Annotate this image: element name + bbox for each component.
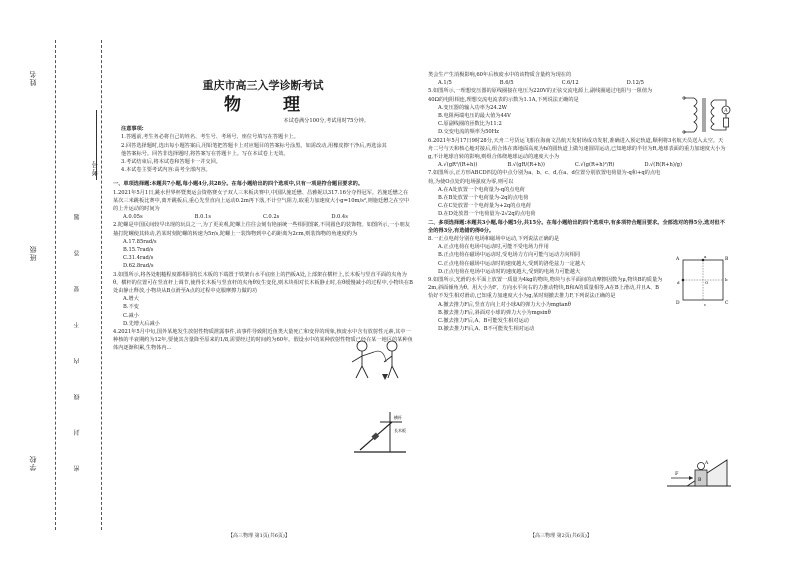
- q7-option-a: A.在A处放置一个电荷量为-q的点电荷: [438, 186, 525, 193]
- q7-figure-square: [673, 254, 733, 308]
- q3-option-d: D.先增大后减小: [123, 320, 160, 327]
- q7-option-c: C.在C处放置一个电荷量为+2q的点电荷: [438, 203, 531, 210]
- q8-option-d: D.正点电荷在电场中运动时的速度越大,受到的电场力可能越大: [438, 268, 581, 275]
- seal-dashed-line: [55, 40, 56, 530]
- q7-point-b: b: [725, 277, 728, 282]
- q4-option-c: C.6/12: [561, 80, 579, 87]
- q8-option-a: A.正点电荷在电场中运动时,可能不受电场力作用: [438, 244, 549, 251]
- q9-option-c: C.撤去推力F后,A、B可能发生相对运动: [438, 318, 529, 325]
- q2-stem: 2.陀螺是中国民间较早出现的玩具之一,为了更美观,陀螺上往往会刻有艳丽统一些相同图案,不同圆色的装饰物。如图所示,一小朋友抽打陀螺使其转动,若某时刻陀螺的转速为5r/s,陀螺上一装饰物到中心的距离为2cm,则装饰物的角速度约为: [113, 222, 410, 237]
- notice-item: 1.答题前,考生务必将自己的姓名、考生号、考场号、座位号填写在答题卡上。: [121, 134, 299, 141]
- binding-gutter: [0, 0, 112, 562]
- q4-option-d: D.12/5: [626, 80, 644, 87]
- q3-option-a: A.增大: [123, 296, 139, 303]
- q3-option-c: C.减小: [123, 312, 139, 319]
- q6-option-d: D.√(R(R+h)/g): [644, 162, 682, 169]
- q2-option-b: B.15.7rad/s: [123, 247, 154, 254]
- q1-option-b: B.0.1s: [194, 214, 211, 221]
- school-label: 学校: [29, 455, 37, 471]
- q7-point-d: d: [677, 280, 680, 285]
- q3-option-b: B.不变: [123, 304, 139, 311]
- q5-ammeter-label: A: [724, 108, 728, 114]
- notice-title: 注意事项:: [121, 126, 144, 133]
- q6-option-a: A.√(gR²/(R+h)): [438, 162, 478, 169]
- q5-option-d: D.交变电流的频率为50Hz: [438, 129, 499, 136]
- q4-stem: 4.2021年5月中旬,国外某地发生放射性物质泄露事件,该事件导致附近鱼类大量死亡和变异的现象,核废水中含有放射性元素,其中一种核的半衰期约为12年,要使其含量降至原来的1/8,需要经过的时间约为60年。假设水中的某种放射性物质已经在某一地区的某种鱼体内逐渐积累,生物体内...: [113, 329, 413, 352]
- q1-option-c: C.0.2s: [262, 214, 280, 221]
- footer-left: 【高三物理 第1页(共6页)】: [228, 533, 290, 539]
- q7-stem: 7.如图所示,正方形ABCD四边的中点分别为a、b、c、d,在a、d位置分别放置电荷量为-q和+q的点电荷,为使O点处的电场强度为零,则可以: [428, 170, 661, 185]
- q4-cont-line: 类会生产生消极影响,60年后核废水中的该物质含量约为现在的: [428, 72, 572, 78]
- q8-option-b: B.正点电荷在磁场中运动时,受电场力方向可能与运动方向相同: [438, 252, 580, 259]
- q2-option-d: D.62.8rad/s: [123, 263, 154, 270]
- q3-board-label: 长木板: [394, 428, 406, 433]
- q1-option-a: A.0.05s: [123, 214, 143, 221]
- notice-item: 4.本试卷主要考试内容:高考全部内容。: [121, 167, 211, 174]
- q3-rod-label: 横杆: [394, 415, 402, 420]
- q6-option-b: B.√(gR/(R+h)): [507, 162, 545, 169]
- exam-no-label: 考号: [91, 160, 99, 176]
- q5-option-b: B.电阻两端电压的最大值为44V: [438, 113, 511, 120]
- q2-figure-spinning-top: [340, 338, 410, 384]
- q9-label-A: A: [705, 461, 709, 466]
- q4-option-b: B.6/5: [499, 80, 514, 87]
- section2-heading: 二、多项选择题:本题共3小题,每小题5分,共15分。在每小题给出的四个选项中,有多项符合题目要求。全部选对的得5分,选对但不全的得3分,有选错的得0分。: [428, 219, 725, 234]
- q7-point-D: D: [676, 301, 680, 306]
- q7-option-d: D.在D处放置一个电荷量为-2√2q的点电荷: [438, 211, 536, 218]
- q7-point-O: O: [705, 280, 709, 285]
- q4-option-a: A.1/5: [438, 80, 452, 87]
- q5-figure-transformer: [680, 92, 732, 138]
- q6-stem: 6.2021年5月17日9时28分,天舟二号货运飞船在海南文昌航天发射场成功发射,准确进入预定轨道,顺利将3名航天员送入太空。天舟二号与天和核心舱对接后,组合体在离地面高度为h的圆轨道上做匀速圆周运动,已知地球的半径为R,地球表面的重力加速度大小为g,不计地球自转的影响,则组合体绕地球运动的速度大小为: [428, 137, 726, 161]
- q9-force-label: F: [675, 471, 679, 477]
- q9-figure-wedge: [665, 452, 733, 490]
- class-label: 班级: [29, 245, 37, 261]
- q9-stem: 9.如图所示,光滑的水平面上放置一质量为4kg的物块,物块与水平面间的动摩擦因数为μ,物块B的质量为2m,斜面倾角为θ。用大小为F、方向水平向右的力推动物块,B和A的质量相等,A在B上滑动,并且A、B恰好不发生相对滑动,已知重力加速度大小为g,某时刻撤去推力F,下列说法正确的是: [428, 277, 663, 300]
- subject-title: 物 理: [224, 95, 318, 115]
- seal-line-text: 密 封 线 内 不 要 答 题: [74, 200, 81, 472]
- notice-item: 3.考试结束后,将本试卷和答题卡一并交回。: [121, 159, 221, 166]
- name-label: 姓名: [29, 70, 37, 86]
- q1-option-d: D.0.4s: [331, 214, 348, 221]
- q5-option-a: A.变压器的输入功率为24.2W: [438, 104, 507, 111]
- section1-heading: 一、单项选择题:本题共7小题,每小题4分,共28分。在每小题给出的四个选项中,只有一项是符合题目要求的。: [113, 181, 364, 188]
- q3-figure-incline: [350, 408, 410, 456]
- q5-stem: 5.如图所示,一理想变压器的原线圈接在电压为220V的正弦交流电源上,副线圈通过电阻与一阻值为40Ω的电阻相连,理想交流电流表的示数为1.1A,下列说法正确的是: [428, 88, 653, 103]
- q9-option-d: D.撤去推力F后,A、B不可能发生相对运动: [438, 326, 535, 333]
- q1-stem: 1.2021年5月1日,跳水世界杯暨奥运会资格赛女子双人三米板决赛中,中国队施廷懋、昌雅妮以317.16分夺得冠军。若施廷懋之在某次三米跳板比赛中,离开跳板后,重心先竖直向上运动0.2m再下落,不计空气阻力,取重力加速度大小g=10m/s²,则施廷懋之在空中的上升运动的时间为: [113, 189, 410, 213]
- q5-option-c: C.原副线圈的匝数比为11:2: [438, 121, 502, 128]
- q3-stem: 3.如图所示,将各处粗糙程度都相同的长木板的下端置于铁架台水平底座上的挡板A处,上部架在横杆上,长木板与竖直平面的夹角为θ。横杆的位置可在竖直杆上调节,使得长木板与竖直杆的夹角θ发生变化,则木块相对长木板静止时,在θ缓慢减小的过程中,小物块在B处由静止释放,小物块从B点滑至A点的过程中克服摩擦力做的功: [113, 271, 413, 295]
- q9-option-b: B.撤去推力F后,斜面对小球的弹力大小为mgsinθ: [438, 309, 551, 316]
- q2-option-c: C.31.4rad/s: [123, 255, 154, 262]
- q6-option-c: C.√(g(R+h)²/R): [574, 162, 615, 169]
- notice-item: 2.回答选择题时,选出每小题答案后,用铅笔把答题卡上对应题目的答案标号涂黑。如需改动,用橡皮擦干净后,再选涂其他答案标号。回答非选择题时,将答案写在答题卡上。写在本试卷上无效。: [121, 142, 387, 157]
- q7-option-b: B.在B处放置一个电荷量为-2q的点电荷: [438, 195, 529, 202]
- q7-point-a: a: [704, 254, 707, 259]
- q7-point-A: A: [676, 257, 680, 262]
- score-note: 本试卷满分100分,考试用时75分钟。: [283, 118, 369, 124]
- q8-option-c: C.正点电荷在磁场中运动时的速度越大,受到的洛伦兹力一定越大: [438, 260, 586, 267]
- q7-point-C: C: [725, 301, 729, 306]
- page-left: [113, 65, 413, 353]
- q8-stem: 8.一正点电荷分别在电场和磁场中运动,下列说法正确的是: [428, 236, 560, 243]
- exam-title: 重庆市高三入学诊断考试: [202, 79, 324, 92]
- footer-right: 【高三物理 第2页(共6页)】: [530, 533, 592, 539]
- q9-label-B: B: [698, 478, 702, 483]
- seal-dashed-line-inner: [101, 40, 102, 530]
- q7-point-B: B: [725, 257, 729, 262]
- exam-no-line: [96, 110, 98, 180]
- q9-option-a: A.撤去推力F后,竖直方向上对小球A的弹力大小为mgtanθ: [438, 301, 571, 308]
- q7-point-c: c: [704, 302, 707, 307]
- q2-option-a: A.17.85rad/s: [123, 238, 157, 245]
